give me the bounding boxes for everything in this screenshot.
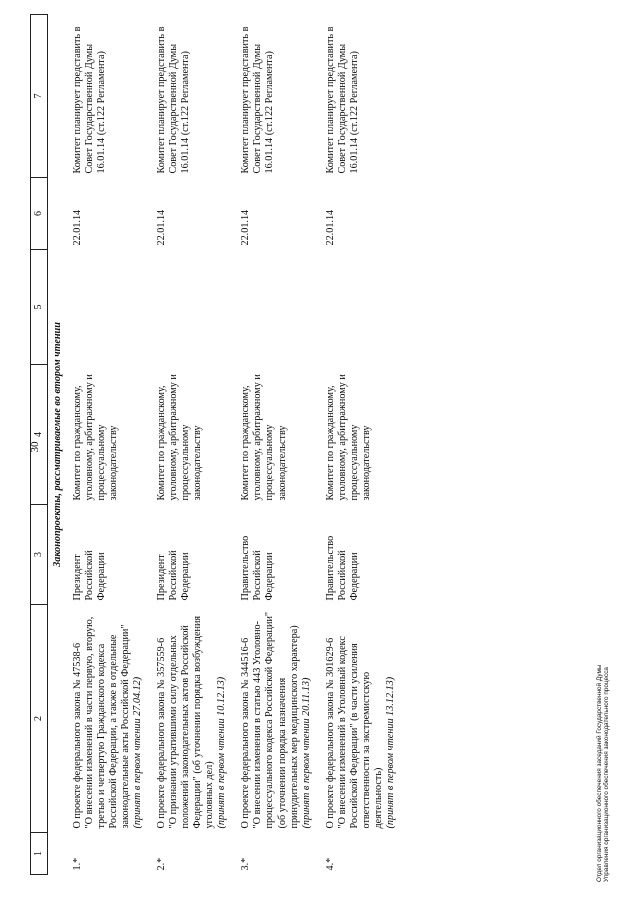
column-number: 2 [31, 605, 48, 833]
note: Комитет планирует представить в Совет Государственной Думы 16.01.14 (ст.122 Регламента) [156, 26, 192, 174]
bill-title-cell [238, 605, 322, 833]
table-row [238, 15, 322, 875]
bills-table [30, 14, 407, 875]
reading-note: (принят в первом чтении 27.04.12) [132, 676, 144, 829]
committee: Комитет по гражданскому, уголовному, арбитражному и процессуальному законодательству [240, 374, 288, 501]
row-number: 2.* [156, 857, 168, 871]
column-number: 3 [31, 505, 48, 605]
section-title: Законопроекты, рассматриваемые во втором чтении [52, 322, 63, 567]
date: 22.01.14 [240, 209, 252, 246]
bill-description: "О признании утратившими силу отдельных положений законодательных актов Российской Федерации" (об уточнении порядка возбуждения уголовных дел) [168, 615, 216, 829]
table-row [154, 15, 238, 875]
column-number: 1 [31, 833, 48, 875]
column-5-cell [154, 250, 238, 365]
row-number: 3.* [240, 857, 252, 871]
column-5-cell [238, 250, 322, 365]
reading-note: (принят в первом чтении 10.12.13) [216, 676, 228, 829]
bill-title-cell [70, 605, 154, 833]
column-5-cell [70, 250, 154, 365]
column-number-row [31, 15, 48, 875]
bill-number: О проекте федерального закона № 47538-6 [72, 642, 84, 829]
bill-description: "О внесении изменений в части первую, вторую, третью и четвертую Гражданского кодекса Российской Федерации, а также в отдельные законодательные акты Российской Федерации" [84, 616, 132, 829]
bill-description: "О внесении изменений в Уголовный кодекс Российской Федерации" (в части усиления ответственности за экстремистскую деятельность) [336, 636, 384, 829]
committee: Комитет по гражданскому, уголовному, арбитражному и процессуальному законодательству [72, 374, 120, 501]
column-number: 5 [31, 250, 48, 365]
bill-number: О проекте федерального закона № 301629-6 [324, 637, 336, 829]
bill-title-cell [323, 605, 407, 833]
date: 22.01.14 [324, 209, 336, 246]
committee: Комитет по гражданскому, уголовному, арбитражному и процессуальному законодательству [324, 374, 372, 501]
column-5-cell [323, 250, 407, 365]
footer-line: Отдел организационного обеспечения заседаний Государственной Думы [596, 664, 603, 882]
section-row [48, 15, 71, 875]
initiator: Президент Российской Федерации [156, 550, 192, 601]
date: 22.01.14 [156, 209, 168, 246]
column-number: 4 [31, 365, 48, 505]
reading-note: (принят в первом чтении 13.12.13) [384, 676, 396, 829]
column-number: 6 [31, 178, 48, 250]
row-number: 4.* [324, 857, 336, 871]
date: 22.01.14 [72, 209, 84, 246]
note: Комитет планирует представить в Совет Государственной Думы 16.01.14 (ст.122 Регламента) [72, 26, 108, 174]
initiator: Правительство Российской Федерации [324, 535, 360, 601]
column-number: 7 [31, 15, 48, 178]
bill-description: "О внесении изменения в статью 443 Уголовно-процессуального кодекса Российской Федерации" (об уточнении порядка назначения принудительных мер медицинского характера) [252, 611, 300, 829]
bill-title-cell [154, 605, 238, 833]
page-number: 30 [29, 441, 41, 453]
initiator: Президент Российской Федерации [72, 550, 108, 601]
initiator: Правительство Российской Федерации [240, 535, 276, 601]
bill-number: О проекте федерального закона № 357559-6 [156, 637, 168, 829]
table-row [70, 15, 154, 875]
note: Комитет планирует представить в Совет Государственной Думы 16.01.14 (ст.122 Регламента) [240, 26, 276, 174]
bill-number: О проекте федерального закона № 344516-6 [240, 637, 252, 829]
footer [596, 665, 611, 883]
footer-line: Управления организационного обеспечения законодательного процесса [603, 667, 611, 882]
row-number: 1.* [72, 857, 84, 871]
reading-note: (принят в первом чтении 20.11.13) [300, 677, 312, 829]
table-row [323, 15, 407, 875]
document-table-frame [30, 15, 595, 875]
note: Комитет планирует представить в Совет Государственной Думы 16.01.14 (ст.122 Регламента) [324, 26, 360, 174]
committee: Комитет по гражданскому, уголовному, арбитражному и процессуальному законодательству [156, 374, 204, 501]
